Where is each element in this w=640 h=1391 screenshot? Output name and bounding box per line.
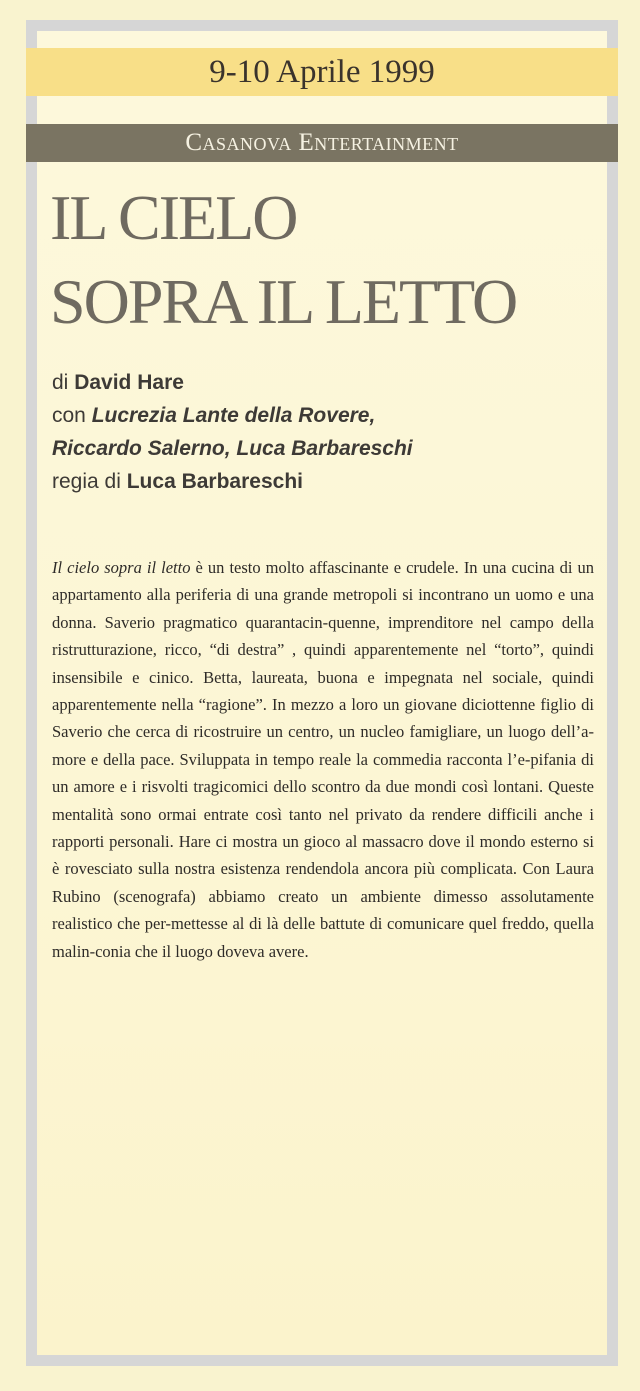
author-line	[52, 366, 612, 399]
event-date: 9-10 Aprile 1999	[209, 53, 435, 90]
company-name: Casanova Entertainment	[185, 129, 459, 156]
date-band	[26, 48, 618, 96]
description-text: è un testo molto affascinante e crudele. In una cucina di un appartamento alla periferia di una grande metropoli si incontrano un uomo e una donna. Saverio pragmatico quarantacin-quenne, imprenditore nel campo della ristrutturazione, ricco, “di destra” , quindi apparentemente nel “torto”, quindi insensibile e cinico. Betta, laureata, buona e impegnata nel sociale, quindi apparentemente nella “ragione”. In mezzo a loro un giovane diciottenne figlio di Saverio che cerca di ricostruire un centro, un nucleo famigliare, un luogo dell’a-more e della pace. Sviluppata in tempo reale la commedia racconta l’e-pifania di un amore e i risvolti tragicomici dello scontro da due mondi così lontani. Queste mentalità sono ormai entrate così tanto nel privato da rendere difficili anche i rapporti personali. Hare ci mostra un gioco al massacro dove il mondo esterno si è rovesciato sulla nostra esistenza rendendola ancora più complicata. Con Laura Rubino (scenografa) abbiamo creato un ambiente dimesso assolutamente realistico che per-mettesse al di là delle battute di comunicare quel freddo, quella malin-conia che il luogo doveva avere.	[52, 558, 595, 961]
cast-names-2: Riccardo Salerno, Luca Barbareschi	[52, 437, 413, 460]
cast-line-1	[52, 399, 612, 432]
cast-line-2	[52, 432, 612, 465]
director-line	[52, 465, 612, 498]
cast-names-1: Lucrezia Lante della Rovere,	[91, 404, 376, 427]
director-prefix: regia di	[52, 470, 121, 493]
credits	[52, 366, 612, 498]
play-title	[50, 176, 620, 344]
director-name: Luca Barbareschi	[126, 470, 303, 493]
description-title-italic: Il cielo sopra il letto	[52, 558, 191, 577]
title-line-1: IL CIELO	[50, 182, 297, 253]
description-paragraph	[52, 554, 594, 965]
company-band	[26, 124, 618, 162]
author-prefix: di	[52, 371, 69, 394]
cast-prefix: con	[52, 404, 86, 427]
author-name: David Hare	[74, 371, 184, 394]
title-line-2: SOPRA IL LETTO	[50, 266, 517, 337]
